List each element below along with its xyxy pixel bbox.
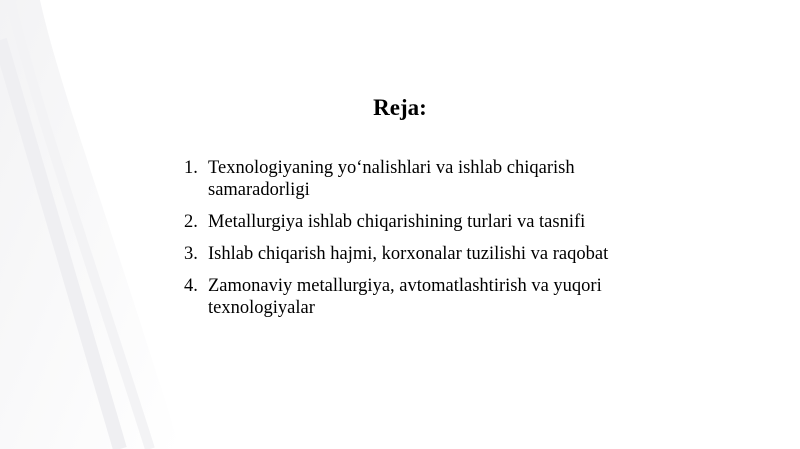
list-item	[184, 157, 654, 201]
slide-title: Reja:	[373, 95, 427, 120]
list-item	[184, 211, 654, 233]
plan-list	[184, 157, 654, 329]
list-item-text: Zamonaviy metallurgiya, avtomatlashtirish va yuqori texnologiyalar	[208, 276, 602, 318]
list-item-number: 1.	[184, 158, 198, 178]
list-item	[184, 243, 654, 265]
list-item	[184, 275, 654, 319]
list-item-number: 3.	[184, 244, 198, 264]
list-item-text: Ishlab chiqarish hajmi, korxonalar tuzilishi va raqobat	[208, 244, 609, 264]
list-item-text: Texnologiyaning yo‘nalishlari va ishlab chiqarish samaradorligi	[208, 158, 575, 200]
list-item-number: 2.	[184, 212, 198, 232]
list-item-text: Metallurgiya ishlab chiqarishining turlari va tasnifi	[208, 212, 586, 232]
list-item-number: 4.	[184, 276, 198, 296]
